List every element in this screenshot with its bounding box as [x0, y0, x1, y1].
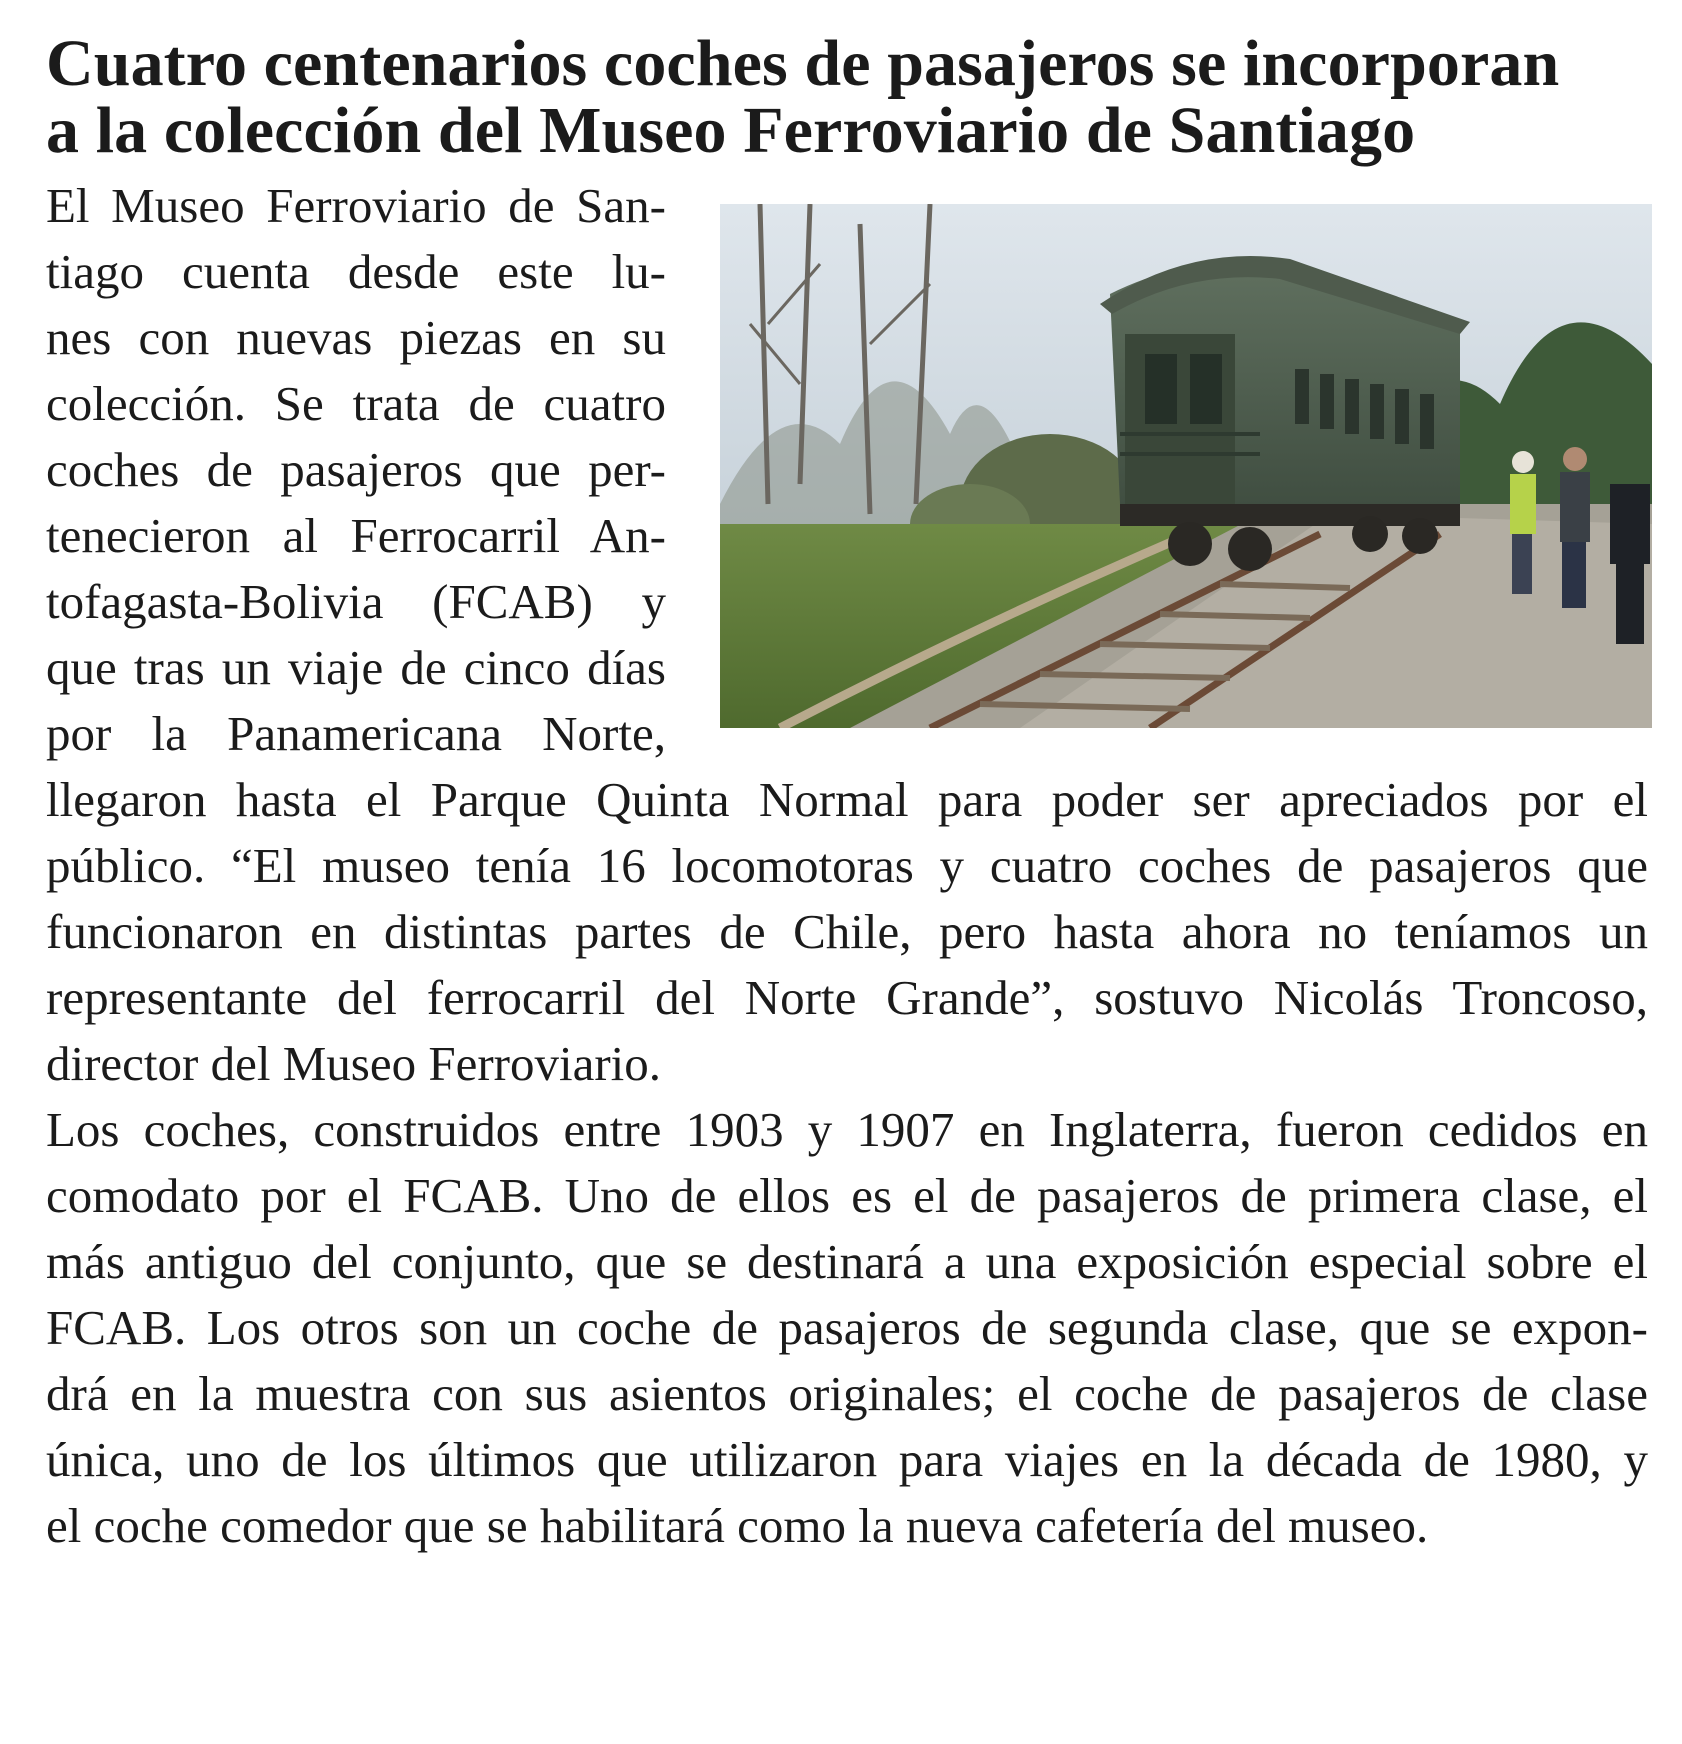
body-text-line: colección. Se trata de cuatro [46, 376, 666, 431]
body-text-line: tofagasta-Bolivia (FCAB) y [46, 574, 666, 629]
article-photo [720, 204, 1652, 728]
body-text-line: FCAB. Los otros son un coche de pasajeros de segunda clase, que se expon- [46, 1300, 1648, 1355]
body-text-line: nes con nuevas piezas en su [46, 310, 666, 365]
body-text-line: tiago cuenta desde este lu- [46, 244, 666, 299]
body-text-line: funcionaron en distintas partes de Chile, pero hasta ahora no teníamos un [46, 904, 1648, 959]
article-headline [46, 27, 1656, 167]
body-text-line: por la Panamericana Norte, [46, 706, 666, 761]
body-text-line: única, uno de los últimos que utilizaron para viajes en la década de 1980, y [46, 1432, 1648, 1487]
body-text-line: comodato por el FCAB. Uno de ellos es el de pasajeros de primera clase, el [46, 1168, 1648, 1223]
body-text-line: llegaron hasta el Parque Quinta Normal para poder ser apreciados por el [46, 772, 1648, 827]
headline-line: Cuatro centenarios coches de pasajeros se incorporan [46, 27, 1560, 100]
body-text-line: más antiguo del conjunto, que se destinará a una exposición especial sobre el [46, 1234, 1648, 1289]
body-text-line: representante del ferrocarril del Norte Grande”, sostuvo Nicolás Troncoso, [46, 970, 1648, 1025]
body-text-line: coches de pasajeros que per- [46, 442, 666, 497]
body-text-line: El Museo Ferroviario de San- [46, 178, 666, 233]
body-text-line: Los coches, construidos entre 1903 y 1907 en Inglaterra, fueron cedidos en [46, 1102, 1648, 1157]
body-text-line: director del Museo Ferroviario. [46, 1036, 662, 1091]
body-text-line: drá en la muestra con sus asientos originales; el coche de pasajeros de clase [46, 1366, 1648, 1421]
body-text-line: el coche comedor que se habilitará como la nueva cafetería del museo. [46, 1498, 1429, 1553]
railway-passenger-car-icon [720, 204, 1652, 728]
headline-line: a la colección del Museo Ferroviario de Santiago [46, 94, 1416, 167]
body-text-line: que tras un viaje de cinco días [46, 640, 666, 695]
body-text-line: público. “El museo tenía 16 locomotoras y cuatro coches de pasajeros que [46, 838, 1648, 893]
body-text-line: tenecieron al Ferrocarril An- [46, 508, 666, 563]
